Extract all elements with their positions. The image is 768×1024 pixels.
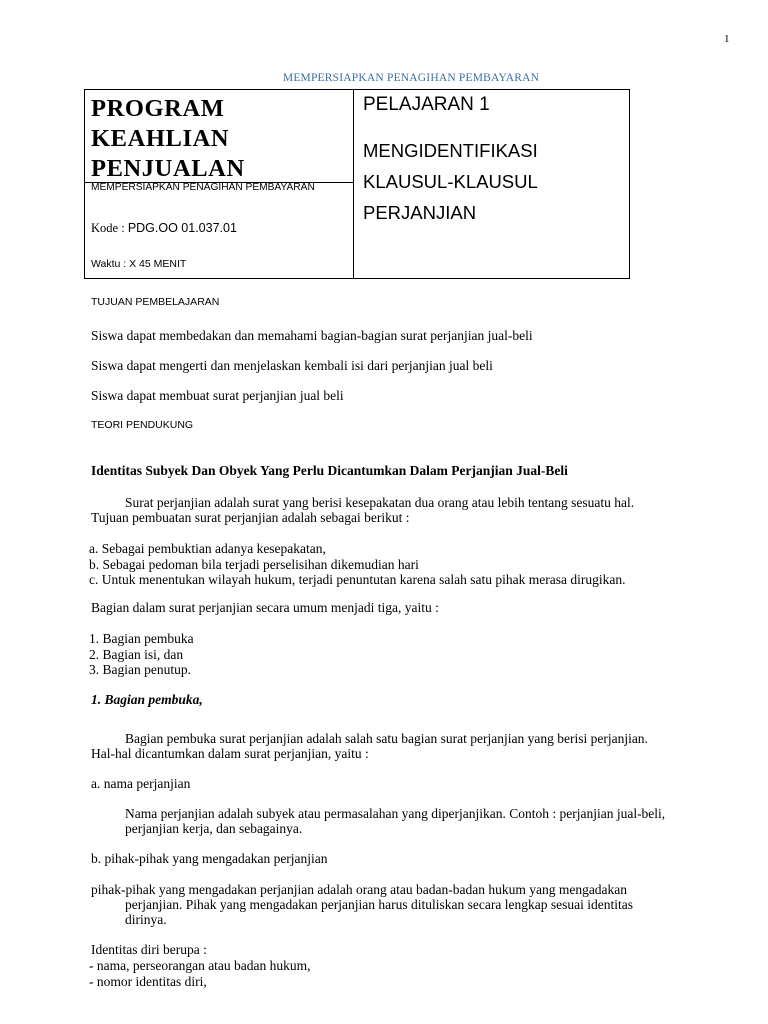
list-item: c. Untuk menentukan wilayah hukum, terjadi penuntutan karena salah satu pihak merasa dirugikan. <box>89 572 626 587</box>
list-item: 1. Bagian pembuka <box>89 631 194 646</box>
header-divider <box>353 90 354 278</box>
waktu-line: Waktu : X 45 MENIT <box>91 258 187 270</box>
tujuan-surat-list <box>89 541 625 588</box>
list-item: 3. Bagian penutup. <box>89 662 191 677</box>
identitas-list <box>89 958 311 989</box>
tujuan-item: Siswa dapat membuat surat perjanjian jual beli <box>91 388 344 403</box>
item-b-text: perjanjian. Pihak yang mengadakan perjanjian harus dituliskan secara lengkap sesuai identitas <box>125 897 633 912</box>
intro-line: Tujuan pembuatan surat perjanjian adalah sebagai berikut : <box>91 510 410 525</box>
kode-value: PDG.OO 01.037.01 <box>127 221 237 235</box>
list-item: 2. Bagian isi, dan <box>89 646 184 662</box>
program-title <box>91 94 245 184</box>
item-b-text: dirinya. <box>125 912 167 927</box>
pembuka-line: Hal-hal dicantumkan dalam surat perjanjian, yaitu : <box>91 746 369 761</box>
lesson-title-line: PERJANJIAN <box>363 202 477 223</box>
item-b-text: pihak-pihak yang mengadakan perjanjian adalah orang atau badan-badan hukum yang mengadakan <box>91 882 628 897</box>
running-header: MEMPERSIAPKAN PENAGIHAN PEMBAYARAN <box>282 72 540 84</box>
program-subtitle: MEMPERSIAPKAN PENAGIHAN PEMBAYARAN <box>91 182 315 193</box>
pembuka-heading: 1. Bagian pembuka, <box>91 692 203 707</box>
page-number: 1 <box>724 33 730 45</box>
program-title-line: PROGRAM <box>91 95 225 122</box>
lesson-number: PELAJARAN 1 <box>363 94 490 115</box>
tujuan-item: Siswa dapat membedakan dan memahami bagian-bagian surat perjanjian jual-beli <box>91 328 533 343</box>
header-box <box>84 89 630 279</box>
list-item: - nomor identitas diri, <box>89 973 207 989</box>
program-title-line: KEAHLIAN <box>91 125 230 152</box>
lesson-title-line: MENGIDENTIFIKASI <box>363 140 538 161</box>
item-b-label: b. pihak-pihak yang mengadakan perjanjian <box>91 851 328 866</box>
program-title-line: PENJUALAN <box>91 155 245 182</box>
kode-label: Kode : <box>91 221 128 235</box>
tujuan-item: Siswa dapat mengerti dan menjelaskan kembali isi dari perjanjian jual beli <box>91 358 493 373</box>
kode-line <box>91 221 237 236</box>
bagian-list <box>89 631 194 678</box>
item-a-text: Nama perjanjian adalah subyek atau permasalahan yang diperjanjikan. Contoh : perjanjian jual-beli, <box>125 806 666 821</box>
item-a-text: perjanjian kerja, dan sebagainya. <box>125 821 303 836</box>
list-item: - nama, perseorangan atau badan hukum, <box>89 958 311 973</box>
list-item: b. Sebagai pedoman bila terjadi perselisihan dikemudian hari <box>89 556 419 572</box>
item-a-label: a. nama perjanjian <box>91 776 191 791</box>
pembuka-line: Bagian pembuka surat perjanjian adalah salah satu bagian surat perjanjian yang berisi perjanjian. <box>125 731 648 746</box>
teori-subheading: Identitas Subyek Dan Obyek Yang Perlu Dicantumkan Dalam Perjanjian Jual-Beli <box>91 463 568 478</box>
lesson-title-line: KLAUSUL-KLAUSUL <box>363 171 538 192</box>
bagian-intro: Bagian dalam surat perjanjian secara umum menjadi tiga, yaitu : <box>91 600 439 615</box>
teori-heading: TEORI PENDUKUNG <box>91 419 194 431</box>
lesson-title <box>363 135 538 228</box>
list-item: a. Sebagai pembuktian adanya kesepakatan, <box>89 541 326 556</box>
intro-line: Surat perjanjian adalah surat yang berisi kesepakatan dua orang atau lebih tentang sesuatu hal. <box>125 495 635 510</box>
identitas-heading: Identitas diri berupa : <box>91 942 207 957</box>
tujuan-heading: TUJUAN PEMBELAJARAN <box>91 296 220 308</box>
